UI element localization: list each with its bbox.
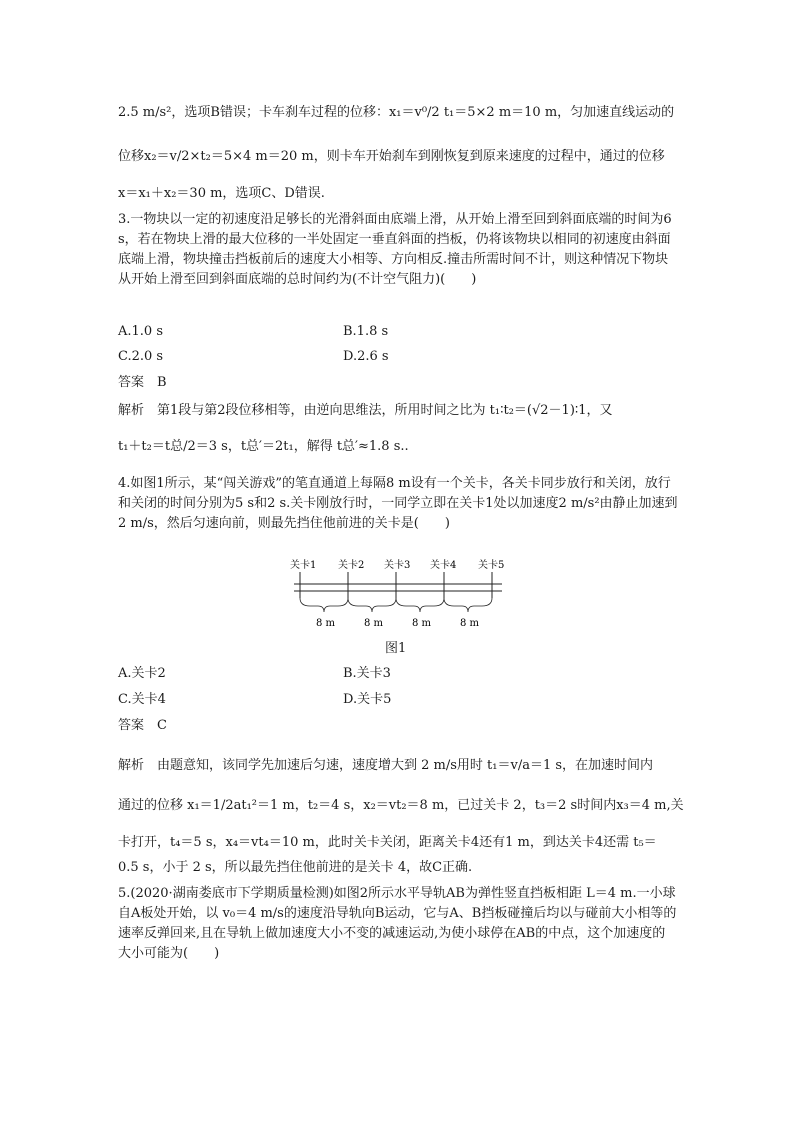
text-line: 2.5 m/s²，选项B错误；卡车刹车过程的位移：x₁＝v⁰/2 t₁＝5×2 m＝10 m，匀加速直线运动的 <box>118 105 675 120</box>
figure-caption: 图1 <box>385 641 407 656</box>
q3-explanation: t₁＋t₂＝t总/2＝3 s，t总′＝2t₁，解得 t总′≈1.8 s.. <box>118 439 409 454</box>
gate-label: 关卡1 <box>290 560 317 571</box>
spacing-label: 8 m <box>364 618 384 629</box>
spacing-label: 8 m <box>460 618 480 629</box>
q4-answer: 答案 C <box>118 718 167 733</box>
q4-option-d: D.关卡5 <box>343 692 392 707</box>
q3-option-a: A.1.0 s <box>118 324 163 339</box>
q4-option-b: B.关卡3 <box>343 666 391 681</box>
q3-option-d: D.2.6 s <box>343 349 389 364</box>
question-3-stem: 3.一物块以一定的初速度沿足够长的光滑斜面由底端上滑，从开始上滑至回到斜面底端的时间为6 s，若在物块上滑的最大位移的一半处固定一垂直斜面的挡板，仍将该物块以相同的初速度由斜面底端上滑，物块撞击挡板前后的速度大小相等、方向相反.撞击所需时间不计，则这种情况下物块从开始上滑至回到斜面底端的总时间约为(不计空气阻力)( ) <box>118 212 672 287</box>
q4-explanation: 通过的位移 x₁＝1/2at₁²＝1 m，t₂＝4 s，x₂＝vt₂＝8 m，已过关卡 2，t₃＝2 s时间内x₃＝4 m,关 <box>118 798 684 813</box>
question-5-stem: 5.(2020·湖南娄底市下学期质量检测)如图2所示水平导轨AB为弹性竖直挡板相距 L＝4 m.一小球自A板处开始，以 v₀＝4 m/s的速度沿导轨向B运动，它与A、B挡板碰撞后均以与碰前大小相等的速率反弹回来,且在导轨上做加速度大小不变的减速运动,为使小球停在AB的中点，这个加速度的大小可能为( ) <box>118 886 677 961</box>
gates-diagram <box>280 556 510 634</box>
spacing-brace <box>300 598 348 612</box>
q3-option-c: C.2.0 s <box>118 349 164 364</box>
q3-answer: 答案 B <box>118 375 167 390</box>
q4-explanation: 卡打开，t₄＝5 s，x₄＝vt₄＝10 m，此时关卡关闭，距离关卡4还有1 m，到达关卡4还需 t₅＝ <box>118 835 657 850</box>
spacing-brace <box>444 598 492 612</box>
spacing-brace <box>348 598 396 612</box>
spacing-label: 8 m <box>412 618 432 629</box>
q4-option-a: A.关卡2 <box>118 666 166 681</box>
gate-label: 关卡4 <box>430 560 457 571</box>
q4-explanation: 解析 由题意知，该同学先加速后匀速，速度增大到 2 m/s用时 t₁＝v/a＝1 s，在加速时间内 <box>118 758 654 773</box>
question-4-stem: 4.如图1所示，某“闯关游戏”的笔直通道上每隔8 m设有一个关卡，各关卡同步放行和关闭，放行和关闭的时间分别为5 s和2 s.关卡刚放行时，一同学立即在关卡1处以加速度2 m/s²由静止加速到2 m/s，然后匀速向前，则最先挡住他前进的关卡是( ) <box>118 476 678 531</box>
q3-explanation: 解析 第1段与第2段位移相等，由逆向思维法，所用时间之比为 t₁∶t₂＝(√2－1)∶1，又 <box>118 403 613 418</box>
gate-label: 关卡3 <box>384 560 411 571</box>
text-line: 位移x₂＝v/2×t₂＝5×4 m＝20 m，则卡车开始刹车到刚恢复到原来速度的过程中，通过的位移 <box>118 149 665 164</box>
spacing-label: 8 m <box>316 618 336 629</box>
gate-label: 关卡5 <box>478 560 505 571</box>
q4-option-c: C.关卡4 <box>118 692 166 707</box>
q3-option-b: B.1.8 s <box>343 324 389 339</box>
gate-label: 关卡2 <box>338 560 365 571</box>
text-line: x＝x₁＋x₂＝30 m，选项C、D错误. <box>118 186 325 201</box>
q4-explanation: 0.5 s，小于 2 s，所以最先挡住他前进的是关卡 4，故C正确. <box>118 860 473 875</box>
spacing-brace <box>396 598 444 612</box>
